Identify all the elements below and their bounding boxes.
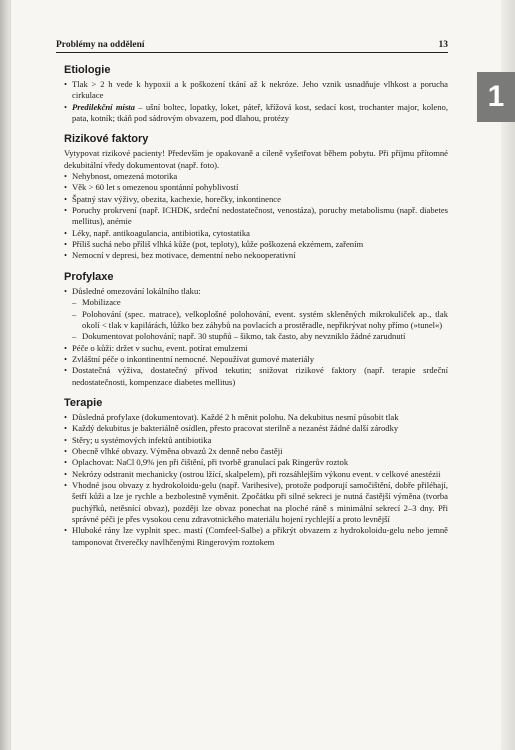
- list-item: • Špatný stav výživy, obezita, kachexie, horečky, inkontinence: [64, 194, 448, 205]
- list-item: • Příliš suchá nebo příliš vlhká kůže (pot, teploty), kůže poškozená ekzémem, zařením: [64, 239, 448, 250]
- list-item: • Nemocní v depresi, bez motivace, dementní nebo nekooperativní: [64, 250, 448, 261]
- list-item: • Vhodné jsou obvazy z hydrokoloidu-gelu (např. Varihesive), protože podporují samočištění, dobře přiléhají, šetří kůži a lze je rychle a bezbolestně vyměnit. Zpočátku při silné sekreci je nutná častější výměna (tvorba puchýřků, netěsnící obvaz), později lze obvaz ponechat na ploché ráně s minimální sekrecí 2–3 dny. Při správné péči je přes vysokou cenu zdravotnického materiálu hojení rychlejší a proto levnější: [64, 480, 448, 525]
- page-edge: [0, 0, 10, 750]
- page-content: [64, 64, 448, 557]
- list-terapie: [64, 412, 448, 548]
- sub-list-item: – Polohování (spec. matrace), velkoplošné polohování, event. systém skleněných mikrokuliček ap., tlak okolí < tlak v kapilárách, lůžko bez záhybů na povlacích a prostěradle, nepřikrývat nohy přímo (»tunel«): [64, 309, 448, 332]
- list-item: • Léky, např. antikoagulancia, antibiotika, cytostatika: [64, 228, 448, 239]
- list-profylaxe: [64, 286, 448, 388]
- list-item: • Tlak > 2 h vede k hypoxii a k poškození tkání až k nekróze. Jeho vznik usnadňuje vlhkost a porucha cirkulace: [64, 79, 448, 102]
- chapter-tab: 1: [477, 72, 515, 122]
- heading-etiologie: Etiologie: [64, 64, 111, 76]
- list-item: • Oplachovat: NaCl 0,9% jen při čištění, při tvorbě granulací pak Ringerův roztok: [64, 457, 448, 468]
- list-item: • Predilekční místa – ušní boltec, lopatky, loket, páteř, křížová kost, sedací kost, trochanter major, koleno, pata, kotník; tkáň pod sádrovým obvazem, pod dlahou, protézy: [64, 102, 448, 125]
- heading-profylaxe: Profylaxe: [64, 270, 114, 283]
- list-item: • Obecně vlhké obvazy. Výměna obvazů 2x denně nebo častěji: [64, 446, 448, 457]
- section-etiologie: [64, 64, 448, 124]
- list-item: • Dostatečná výživa, dostatečný přívod tekutin; snižovat rizikové faktory (např. terapie srdeční nedostatečnosti, kompenzace diabetes mellitus): [64, 365, 448, 388]
- list-item: • Důsledné omezování lokálního tlaku:: [64, 286, 448, 297]
- sub-list-item: – Dokumentovat polohování; např. 30 stupňů – šikmo, tak často, aby nevzniklo žádné zarudnutí: [64, 331, 448, 342]
- list-item: • Stěry; u systémových infektů antibiotika: [64, 435, 448, 446]
- page-number: 13: [438, 40, 448, 50]
- section-terapie: [64, 397, 448, 548]
- list-item: • Nekrózy odstranit mechanicky (ostrou lžící, skalpelem), při rozsáhlejším výkonu event. v celkové anestézii: [64, 469, 448, 480]
- keyword: Predilekční místa: [72, 101, 135, 112]
- heading-terapie: Terapie: [64, 396, 103, 409]
- section-rizikove-faktory: [64, 133, 448, 261]
- list-etiologie: [64, 79, 448, 124]
- list-item: • Zvláštní péče o inkontinentní nemocné. Nepoužívat gumové materiály: [64, 354, 448, 365]
- list-item: • Nehybnost, omezená motorika: [64, 171, 448, 182]
- section-profylaxe: [64, 271, 448, 388]
- running-header-title: Problémy na oddělení: [56, 40, 145, 50]
- list-rizikove: [64, 171, 448, 262]
- list-item: • Každý dekubitus je bakteriálně osídlen, přesto pracovat sterilně a nezanést žádné další zárodky: [64, 423, 448, 434]
- list-item: • Hluboké rány lze vyplnit spec. mastí (Comfeel-Salbe) a přikrýt obvazem z hydrokoloidu-gelu nebo jemně tamponovat čtverečky navlhčenými Ringerovým roztokem: [64, 525, 448, 548]
- list-item: • Důsledná profylaxe (dokumentovat). Každé 2 h měnit polohu. Na dekubitus nesmí působit tlak: [64, 412, 448, 423]
- sub-list-item: – Mobilizace: [64, 297, 448, 308]
- list-item: • Poruchy prokrvení (např. ICHDK, srdeční nedostatečnost, venostáza), poruchy metabolismu (např. diabetes mellitus), anémie: [64, 205, 448, 228]
- running-header: [56, 34, 448, 53]
- intro-paragraph: Vytypovat rizikové pacienty! Především je opakovaně a cíleně vyšetřovat během pobytu. Při příjmu přítomné dekubitální vředy dokumentovat (např. foto).: [64, 148, 448, 170]
- list-item: • Péče o kůži: držet v suchu, event. potírat emulzemi: [64, 343, 448, 354]
- heading-rizikove-faktory: Rizikové faktory: [64, 133, 149, 146]
- list-item: • Věk > 60 let s omezenou spontánní pohyblivostí: [64, 182, 448, 193]
